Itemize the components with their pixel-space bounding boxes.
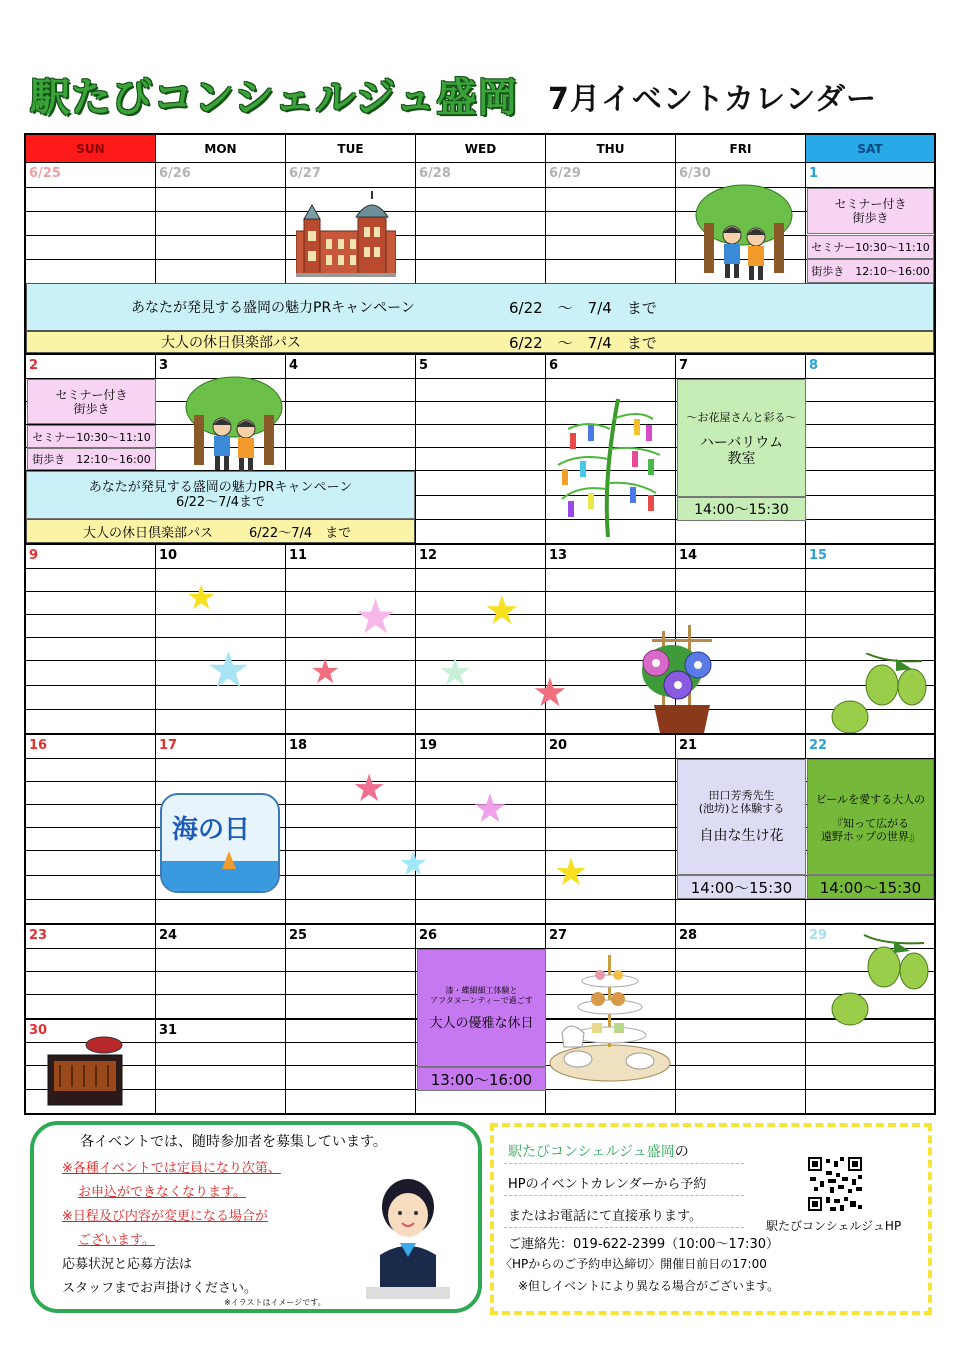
week-3 <box>26 543 934 733</box>
marine-day-illustration <box>160 793 280 893</box>
date-number: 6/25 <box>29 166 61 181</box>
date-number: 6/28 <box>419 166 451 181</box>
qr-label: 駅たびコンシェルジュHP <box>766 1219 902 1233</box>
contact-line: HPのイベントカレンダーから予約 <box>508 1177 707 1192</box>
hops-illustration <box>826 653 934 735</box>
date-number: 10 <box>159 548 178 563</box>
notice-line: 各イベントでは、随時参加者を募集しています。 <box>80 1134 387 1150</box>
star-decoration: ★ <box>532 670 568 716</box>
calendar-grid <box>24 133 936 1115</box>
date-number: 6 <box>549 358 559 373</box>
star-decoration: ★ <box>554 850 589 894</box>
date-number: 14 <box>679 548 698 563</box>
week-1 <box>26 163 934 353</box>
date-number: 3 <box>159 358 169 373</box>
pass-period: 6/22 ～ 7/4 まで <box>509 333 657 352</box>
contact-note: ※但しイベントにより異なる場合がございます。 <box>518 1279 780 1293</box>
event-afternoon-tea-jul26 <box>417 949 546 1067</box>
star-decoration: ★ <box>352 766 387 810</box>
campaign-name: あなたが発見する盛岡の魅力PRキャンペーン <box>131 300 415 316</box>
header-tue: TUE <box>286 135 416 163</box>
morning-glory-illustration <box>632 621 732 733</box>
event-time <box>807 875 934 899</box>
date-number: 25 <box>289 928 308 943</box>
reservation-deadline: 〈HPからのご予約申込締切〉開催日前日の17:00 <box>500 1257 767 1271</box>
phone-number: ご連絡先：019-622-2399（10:00～17:30） <box>508 1237 780 1252</box>
header-wed: WED <box>416 135 546 163</box>
notice-box <box>30 1121 482 1313</box>
star-decoration: ★ <box>438 650 473 694</box>
date-number: 27 <box>549 928 568 943</box>
hops-time: 14:00～15:30 <box>819 878 922 897</box>
event-time <box>417 1067 546 1091</box>
header-thu: THU <box>546 135 676 163</box>
event-time <box>807 235 934 259</box>
marine-day-label: 海の日 <box>172 815 251 845</box>
qr-code[interactable] <box>806 1155 864 1213</box>
date-number: 16 <box>29 738 48 753</box>
date-number: 7 <box>679 358 689 373</box>
date-number: 19 <box>419 738 438 753</box>
date-number: 6/26 <box>159 166 191 181</box>
brand-suffix: の <box>674 1144 689 1160</box>
event-time <box>677 875 806 899</box>
event-seminar-walk-jul2 <box>27 379 156 424</box>
date-number: 24 <box>159 928 178 943</box>
station-building-illustration <box>296 191 396 281</box>
week-2 <box>26 353 934 543</box>
date-number: 26 <box>419 928 438 943</box>
date-number: 5 <box>419 358 429 373</box>
event-time <box>677 497 806 521</box>
event-title: 大人の優雅な休日 <box>429 1015 534 1031</box>
star-decoration: ★ <box>186 578 217 618</box>
event-sub: 田口芳秀先生 (池坊)と体験する <box>698 789 785 815</box>
pass-band <box>26 331 934 353</box>
hikers-illustration <box>184 375 284 475</box>
ikebana-time: 14:00～15:30 <box>690 878 793 897</box>
pass-name: 大人の休日倶楽部パス <box>161 335 301 351</box>
date-number: 6/30 <box>679 166 711 181</box>
event-herbarium-jul7 <box>677 379 806 497</box>
event-sub: ビールを愛する大人の <box>815 793 926 806</box>
seminar-time: セミナー10:30～11:10 <box>32 430 151 444</box>
staff-illustration <box>366 1175 450 1299</box>
event-title: セミナー付き 街歩き <box>55 387 128 416</box>
date-number: 4 <box>289 358 299 373</box>
star-decoration: ★ <box>484 588 520 634</box>
date-number: 12 <box>419 548 438 563</box>
brand-name: 駅たびコンシェルジュ盛岡 <box>508 1144 675 1160</box>
event-time <box>27 425 156 448</box>
pass-band <box>26 519 415 543</box>
campaign-band <box>26 283 934 331</box>
event-time <box>27 448 156 470</box>
date-number: 6/29 <box>549 166 581 181</box>
page-subtitle: 7月イベントカレンダー <box>548 82 878 117</box>
header-sun: SUN <box>26 135 156 163</box>
hops-illustration <box>824 931 932 1031</box>
event-ikebana-jul21 <box>677 759 806 875</box>
afternoon-tea-illustration <box>548 953 672 1083</box>
week-5 <box>26 923 934 1113</box>
date-number: 21 <box>679 738 698 753</box>
date-number: 22 <box>809 738 828 753</box>
date-number: 2 <box>29 358 39 373</box>
date-number: 1 <box>809 166 819 181</box>
star-decoration: ★ <box>206 641 251 699</box>
date-number: 28 <box>679 928 698 943</box>
date-number: 30 <box>29 1023 48 1038</box>
event-title: ハーバリウム 教室 <box>699 435 784 467</box>
contact-box <box>490 1123 932 1315</box>
contact-line <box>508 1141 689 1161</box>
page-title: 駅たびコンシェルジュ盛岡 <box>30 75 519 121</box>
date-number: 29 <box>809 928 828 943</box>
date-number: 11 <box>289 548 308 563</box>
event-title: セミナー付き 街歩き <box>834 197 907 225</box>
date-number: 13 <box>549 548 568 563</box>
event-hops-jul22 <box>807 759 934 875</box>
date-number: 18 <box>289 738 308 753</box>
tanabata-bamboo-illustration <box>548 389 668 539</box>
notice-warning: ※日程及び内容が変更になる場合が <box>62 1209 268 1224</box>
contact-line: またはお電話にて直接承ります。 <box>508 1209 702 1224</box>
date-number: 17 <box>159 738 178 753</box>
star-decoration: ★ <box>310 652 341 692</box>
event-sub: ～お花屋さんと彩る～ <box>686 411 797 424</box>
star-decoration: ★ <box>354 589 398 645</box>
event-time <box>807 259 934 283</box>
date-number: 6/27 <box>289 166 321 181</box>
event-title: 『知って広がる 遠野ホップの世界』 <box>821 817 920 843</box>
unajyu-illustration <box>46 1035 126 1111</box>
campaign-period: 6/22 ～ 7/4 まで <box>509 298 657 317</box>
date-number: 15 <box>809 548 828 563</box>
hikers-illustration <box>694 183 794 283</box>
notice-warning: ございます。 <box>78 1233 155 1248</box>
pass-period: 6/22～7/4 まで <box>249 525 352 541</box>
header-mon: MON <box>156 135 286 163</box>
week-4 <box>26 733 934 923</box>
campaign-band <box>26 471 415 519</box>
date-number: 9 <box>29 548 39 563</box>
herbarium-time: 14:00～15:30 <box>694 502 789 518</box>
star-decoration: ★ <box>472 786 508 832</box>
walk-time: 街歩き 12:10～16:00 <box>811 265 930 278</box>
campaign-period: 6/22～7/4まで <box>175 495 266 510</box>
header-fri: FRI <box>676 135 806 163</box>
walk-time: 街歩き 12:10～16:00 <box>32 453 151 466</box>
header-sat: SAT <box>806 135 934 163</box>
pass-name: 大人の休日倶楽部パス <box>83 525 214 541</box>
campaign-name: あなたが発見する盛岡の魅力PRキャンペーン <box>88 480 353 495</box>
event-seminar-walk-jul1 <box>807 188 934 234</box>
date-number: 31 <box>159 1023 178 1038</box>
notice-warning: お申込ができなくなります。 <box>78 1185 246 1200</box>
date-number: 23 <box>29 928 48 943</box>
afternoon-tea-time: 13:00～16:00 <box>430 1070 533 1089</box>
notice-line: スタッフまでお声掛けください。 <box>62 1281 258 1296</box>
seminar-time: セミナー10:30～11:10 <box>811 241 930 254</box>
event-sub: 漆・蝶細細工体験と アフタヌーンティーで過ごす <box>430 985 533 1005</box>
date-number: 8 <box>809 358 819 373</box>
event-title: 自由な生け花 <box>699 828 784 844</box>
date-number: 20 <box>549 738 568 753</box>
notice-warning: ※各種イベントでは定員になり次第、 <box>62 1161 281 1176</box>
notice-line: 応募状況と応募方法は <box>62 1257 193 1272</box>
illustration-note: ※イラストはイメージです。 <box>224 1298 326 1307</box>
star-decoration: ★ <box>398 844 429 884</box>
